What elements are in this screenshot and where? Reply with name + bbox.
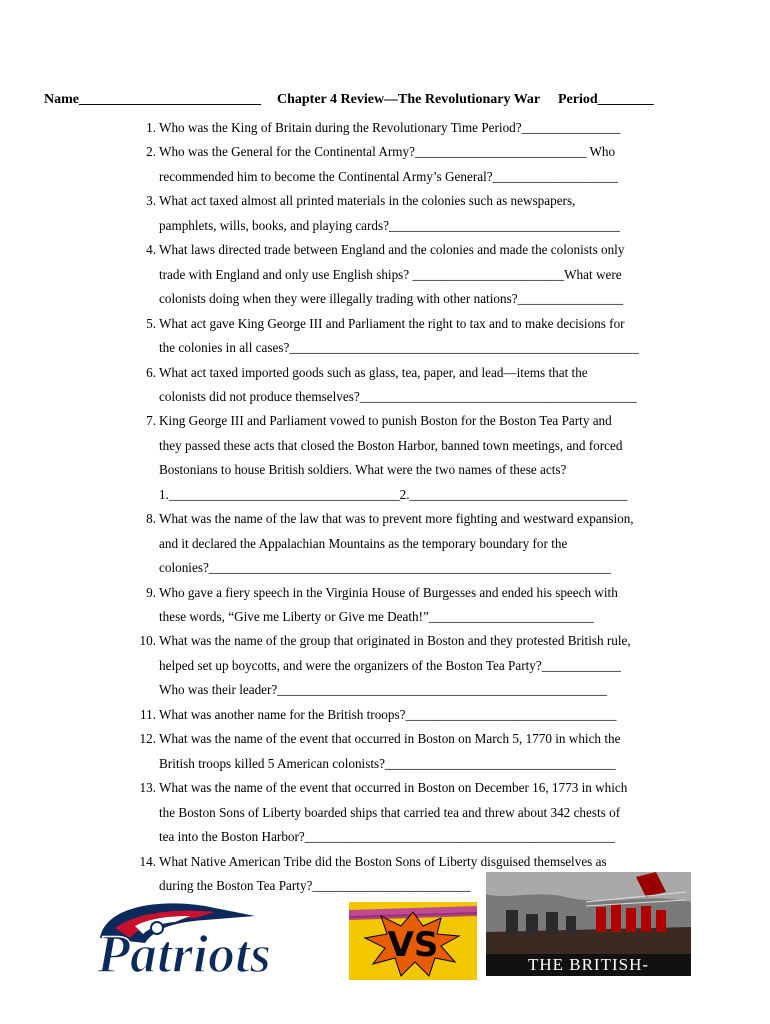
patriots-logo <box>95 898 335 978</box>
name-field-label: Name__________________________ <box>44 92 261 107</box>
question-number: 2. <box>146 144 156 160</box>
question-line: trade with England and only use English ships? _______________________What were <box>159 266 622 282</box>
question-line: Who was their leader?__________________________________________________ <box>159 682 607 698</box>
worksheet-header <box>44 92 664 112</box>
question-line: British troops killed 5 American colonists?___________________________________ <box>159 755 616 771</box>
question-line: What act taxed almost all printed materials in the colonies such as newspapers, <box>159 193 576 209</box>
question-line: tea into the Boston Harbor?_______________________________________________ <box>159 829 615 845</box>
question-number: 6. <box>146 364 156 380</box>
question-number: 10. <box>139 633 156 649</box>
question-line: What act gave King George III and Parliament the right to tax and to make decisions for <box>159 315 625 331</box>
patriots-wordmark: Patriots <box>97 924 272 978</box>
british-painting <box>486 872 691 976</box>
question-line: Bostonians to house British soldiers. What were the two names of these acts? <box>159 462 567 478</box>
question-number: 8. <box>146 511 156 527</box>
question-line: colonists did not produce themselves?__________________________________________ <box>159 388 637 404</box>
question-line: What Native American Tribe did the Boston Sons of Liberty disguised themselves as <box>159 853 607 869</box>
question-line: Who gave a fiery speech in the Virginia House of Burgesses and ended his speech with <box>159 584 618 600</box>
question-line: What was another name for the British troops?________________________________ <box>159 706 617 722</box>
question-line: colonists doing when they were illegally trading with other nations?________________ <box>159 291 624 307</box>
question-number: 13. <box>139 780 156 796</box>
question-line: 1.___________________________________2._________________________________ <box>159 486 628 502</box>
question-number: 11. <box>140 706 156 722</box>
question-number: 7. <box>146 413 156 429</box>
question-line: pamphlets, wills, books, and playing cards?___________________________________ <box>159 217 620 233</box>
question-line: these words, “Give me Liberty or Give me Death!”_________________________ <box>159 609 594 624</box>
question-line: What laws directed trade between England and the colonies and made the colonists only <box>159 242 625 258</box>
question-line: Who was the General for the Continental Army?__________________________ Who <box>159 144 616 160</box>
question-number: 3. <box>146 193 156 209</box>
worksheet-title: Chapter 4 Review—The Revolutionary War <box>277 92 541 107</box>
question-number: 1. <box>146 120 156 135</box>
british-caption: THE BRITISH- <box>486 954 691 976</box>
question-number: 4. <box>146 242 156 258</box>
question-line: they passed these acts that closed the Boston Harbor, banned town meetings, and forced <box>159 437 623 453</box>
question-line: What was the name of the group that originated in Boston and they protested British rule, <box>159 633 631 649</box>
question-line: the colonies in all cases?_____________________________________________________ <box>159 340 639 356</box>
question-line: What was the name of the event that occurred in Boston on March 5, 1770 in which the <box>159 731 621 747</box>
question-line: the Boston Sons of Liberty boarded ships that carried tea and threw about 342 chests of <box>159 804 621 820</box>
question-line: King George III and Parliament vowed to punish Boston for the Boston Tea Party and <box>159 413 612 429</box>
question-number: 14. <box>139 853 156 869</box>
question-line: colonies?_____________________________________________________________ <box>159 560 612 576</box>
question-number: 5. <box>146 315 156 331</box>
question-line: What act taxed imported goods such as glass, tea, paper, and lead—items that the <box>159 364 588 380</box>
question-number: 9. <box>146 584 156 600</box>
period-field-label: Period________ <box>558 92 654 107</box>
question-line: Who was the King of Britain during the Revolutionary Time Period?_______________ <box>159 120 621 135</box>
question-line: recommended him to become the Continental Army’s General?___________________ <box>159 168 618 184</box>
question-number: 12. <box>139 731 156 747</box>
question-line: What was the name of the law that was to prevent more fighting and westward expansion, <box>159 511 634 527</box>
question-line: and it declared the Appalachian Mountains as the temporary boundary for the <box>159 535 568 551</box>
vs-graphic <box>349 902 477 980</box>
vs-text: VS <box>387 925 439 965</box>
question-line: What was the name of the event that occurred in Boston on December 16, 1773 in which <box>159 780 628 796</box>
question-line: helped set up boycotts, and were the organizers of the Boston Tea Party?____________ <box>159 657 621 673</box>
question-line: during the Boston Tea Party?________________________ <box>159 877 471 893</box>
